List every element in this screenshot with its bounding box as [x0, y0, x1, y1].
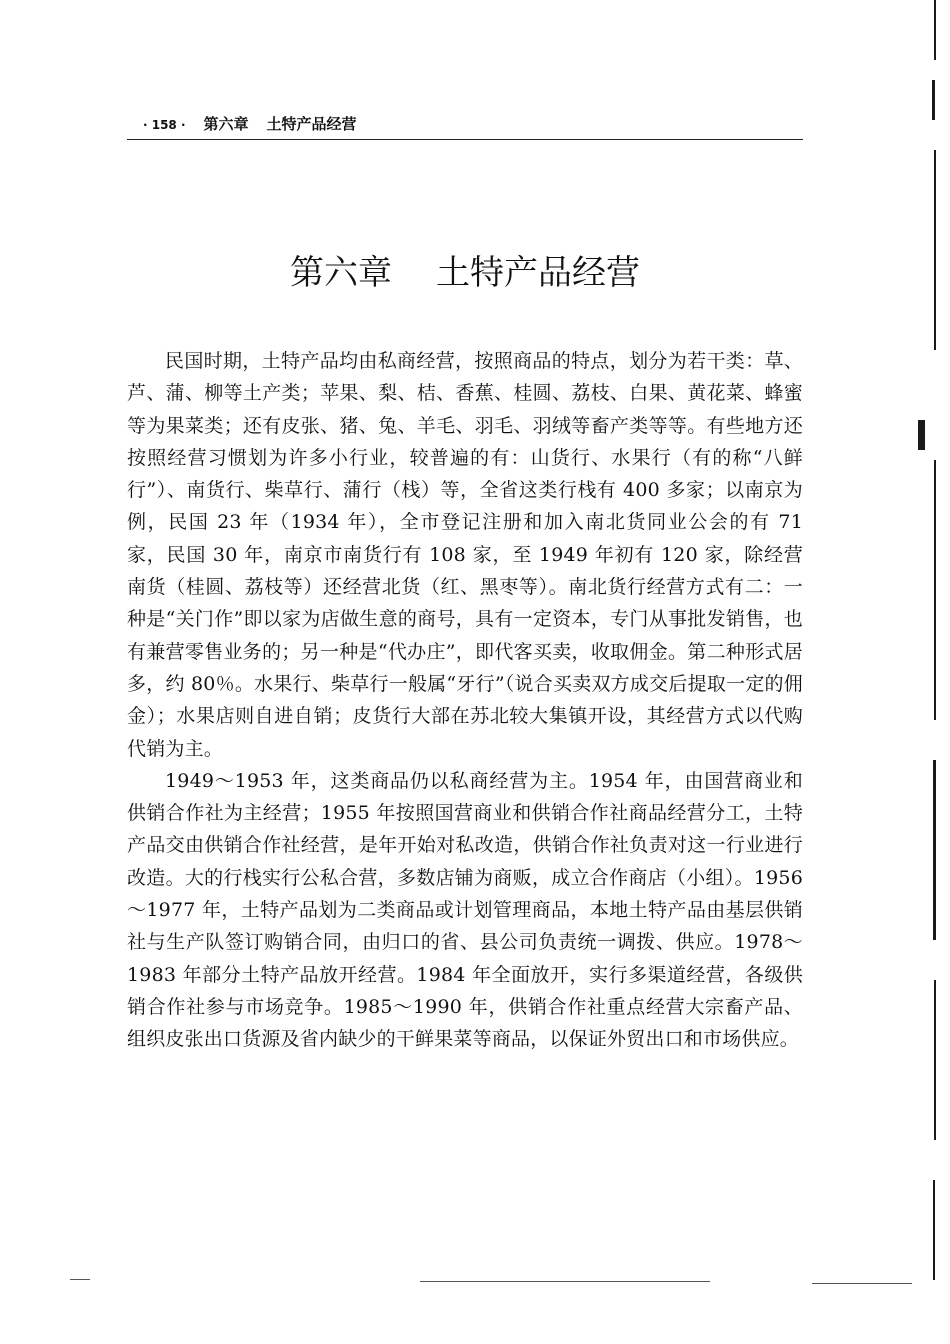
- scan-edge: [932, 0, 938, 1290]
- body-text: [127, 345, 803, 1056]
- scan-mark: [933, 1180, 935, 1280]
- header-rule: [127, 139, 803, 140]
- bottom-scan-line: [70, 1279, 90, 1280]
- scan-mark: [932, 80, 935, 120]
- scan-mark: [934, 460, 936, 720]
- scan-mark: [933, 760, 936, 940]
- scan-mark: [918, 420, 925, 450]
- running-header: [127, 112, 803, 136]
- scan-mark: [934, 980, 936, 1140]
- chapter-title-label: 第六章: [290, 252, 392, 293]
- scan-mark: [934, 150, 936, 350]
- header-chapter-label: 第六章: [203, 115, 249, 133]
- scan-mark: [934, 0, 936, 60]
- paragraph: 民国时期，土特产品均由私商经营，按照商品的特点，划分为若干类：草、芦、蒲、柳等土产类；苹果、梨、桔、香蕉、桂圆、荔枝、白果、黄花菜、蜂蜜等为果菜类；还有皮张、猪、兔、羊毛、羽毛、羽绒等畜产类等等。有些地方还按照经营习惯划为许多小行业，较普遍的有：山货行、水果行（有的称“八鲜行”）、南货行、柴草行、蒲行（栈）等，全省这类行栈有 400 多家；以南京为例，民国 23 年（1934 年），全市登记注册和加入南北货同业公会的有 71 家，民国 30 年，南京市南货行有 108 家，至 1949 年初有 120 家，除经营南货（桂圆、荔枝等）还经营北货（红、黑枣等）。南北货行经营方式有二：一种是“关门作”即以家为店做生意的商号，具有一定资本，专门从事批发销售，也有兼营零售业务的；另一种是“代办庄”，即代客买卖，收取佣金。第二种形式居多，约 80％。水果行、柴草行一般属“牙行”（说合买卖双方成交后提取一定的佣金）；水果店则自进自销；皮货行大部在苏北较大集镇开设，其经营方式以代购代销为主。: [127, 350, 803, 760]
- header-chapter-name: 土特产品经营: [266, 115, 357, 133]
- paragraph: 1949～1953 年，这类商品仍以私商经营为主。1954 年，由国营商业和供销合作社为主经营；1955 年按照国营商业和供销合作社商品经营分工，土特产品交由供销合作社经营，是年开始对私改造，供销合作社负责对这一行业进行改造。大的行栈实行公私合营，多数店铺为商贩，成立合作商店（小组）。1956～1977 年，土特产品划为二类商品或计划管理商品，本地土特产品由基层供销社与生产队签订购销合同，由归口的省、县公司负责统一调拨、供应。1978～1983 年部分土特产品放开经营。1984 年全面放开，实行多渠道经营，各级供销合作社参与市场竞争。1985～1990 年，供销合作社重点经营大宗畜产品、组织皮张出口货源及省内缺少的干鲜果菜等商品，以保证外贸出口和市场供应。: [127, 769, 803, 1051]
- bottom-scan-line: [420, 1281, 710, 1282]
- page-number: · 158 ·: [143, 118, 186, 132]
- chapter-title-name: 土特产品经营: [436, 252, 640, 293]
- bottom-scan-line: [812, 1283, 912, 1284]
- chapter-title: [127, 245, 803, 301]
